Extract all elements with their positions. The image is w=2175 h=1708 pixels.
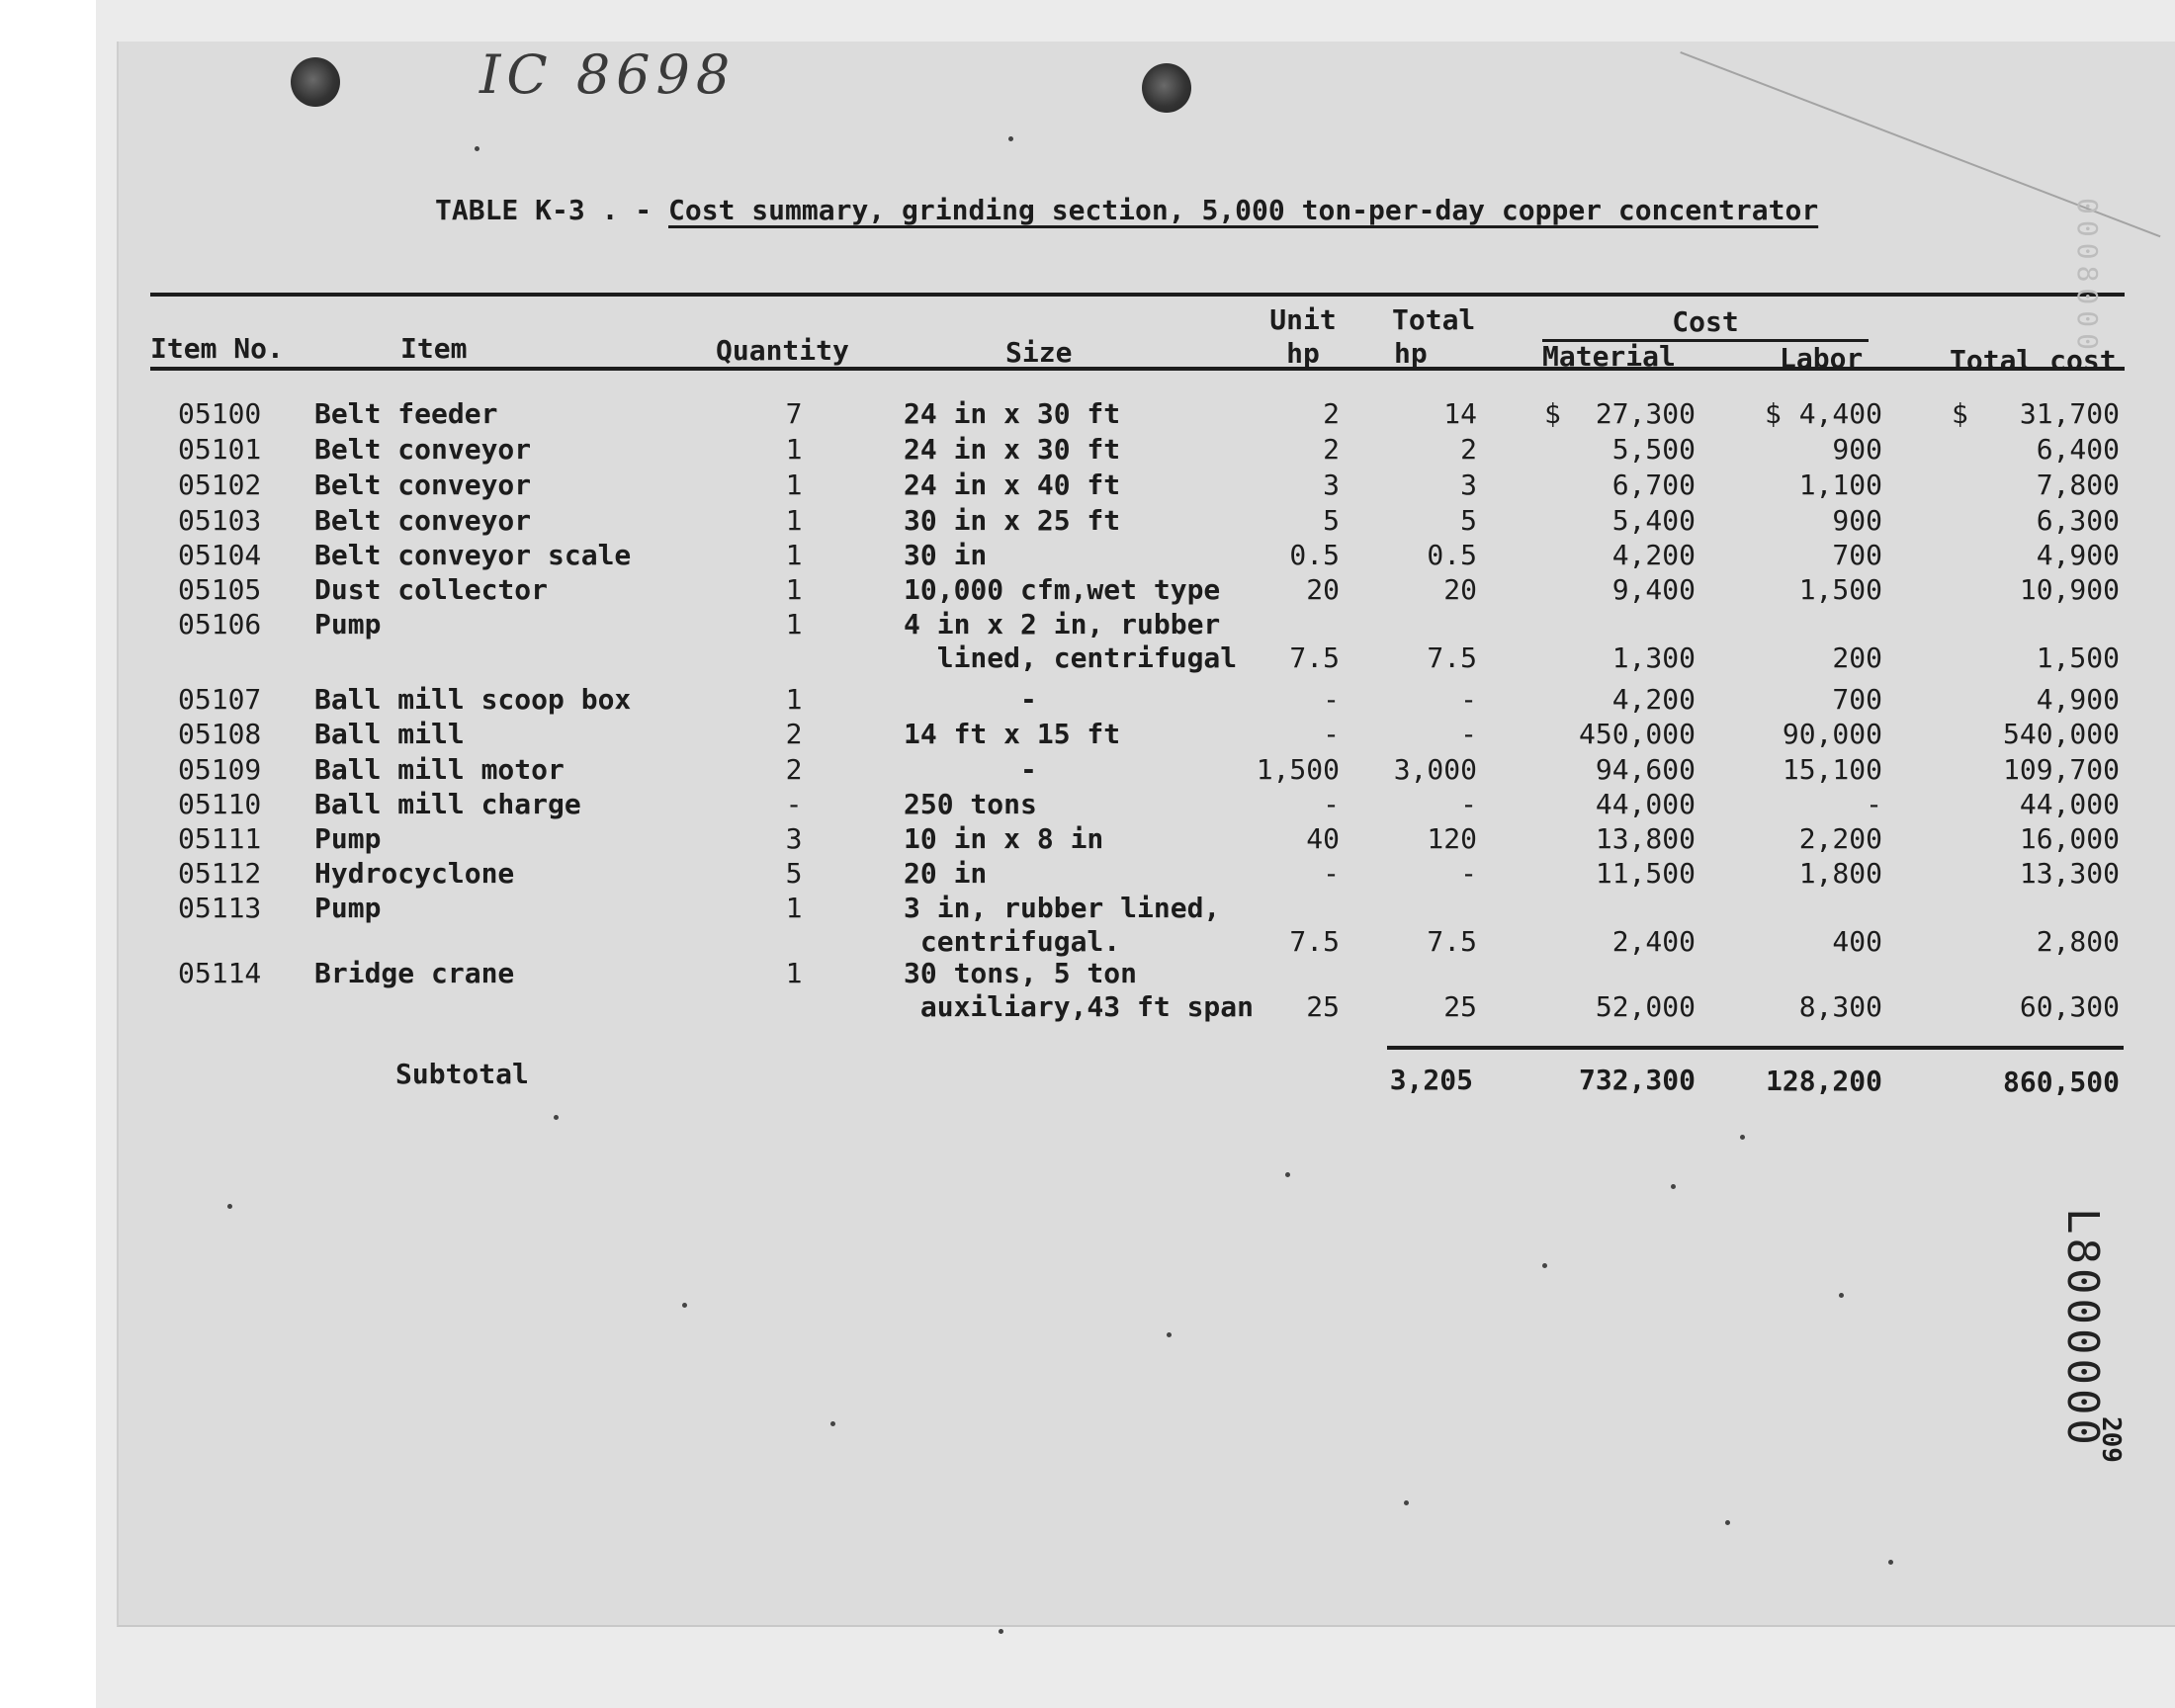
- row-unit-hp: 2: [1323, 433, 1340, 466]
- row-quantity: -: [785, 788, 803, 820]
- scan-speck: [1404, 1500, 1409, 1505]
- subtotal-rule: [1387, 1046, 2124, 1050]
- table-title-caption: Cost summary, grinding section, 5,000 ton-per-day copper concentrator: [668, 194, 1819, 226]
- scan-margin: [0, 0, 96, 1708]
- row-total-cost: 1,500: [2036, 641, 2120, 674]
- row-item-no: 05113: [178, 892, 262, 924]
- row-quantity: 1: [785, 573, 803, 606]
- header-total-hp-bottom: hp: [1394, 337, 1428, 370]
- scan-speck: [1888, 1560, 1893, 1565]
- archive-stamp-number: L8000000: [2057, 1208, 2108, 1449]
- row-material: 1,300: [1611, 641, 1696, 674]
- row-labor: 8,300: [1798, 990, 1882, 1023]
- row-item-no: 05111: [178, 822, 262, 855]
- row-size-line: 14 ft x 15 ft: [904, 718, 1121, 750]
- row-quantity: 1: [785, 504, 803, 537]
- row-quantity: 1: [785, 892, 803, 924]
- row-quantity: 2: [785, 718, 803, 750]
- currency-symbol-material: $: [1544, 397, 1561, 430]
- bleed-through-stamp: 0008000: [2071, 198, 2104, 357]
- row-material: 4,200: [1611, 539, 1696, 571]
- row-size-line: 10,000 cfm,wet type: [904, 573, 1221, 606]
- punch-hole-left: [291, 57, 340, 107]
- row-item-no: 05101: [178, 433, 262, 466]
- row-unit-hp: -: [1323, 683, 1340, 716]
- row-total-cost: 4,900: [2036, 539, 2120, 571]
- row-total-hp: 7.5: [1427, 925, 1477, 958]
- row-material: 450,000: [1578, 718, 1696, 750]
- scan-speck: [554, 1115, 559, 1120]
- header-item: Item: [400, 332, 468, 365]
- row-quantity: 5: [785, 857, 803, 890]
- header-unit-hp-top: Unit: [1269, 303, 1337, 336]
- row-total-cost: 13,300: [2019, 857, 2120, 890]
- row-quantity: 1: [785, 683, 803, 716]
- scan-speck: [227, 1204, 232, 1209]
- subtotal-total-hp: 3,205: [1389, 1064, 1473, 1096]
- row-size-line: 24 in x 30 ft: [904, 397, 1121, 430]
- row-unit-hp: -: [1323, 788, 1340, 820]
- row-size-line: 250 tons: [904, 788, 1037, 820]
- row-total-hp: -: [1460, 788, 1477, 820]
- scan-speck: [1008, 136, 1013, 141]
- row-size-line: -: [904, 753, 1037, 786]
- row-item-no: 05114: [178, 957, 262, 989]
- row-unit-hp: 7.5: [1289, 641, 1340, 674]
- row-material: 94,600: [1595, 753, 1696, 786]
- row-total-hp: -: [1460, 718, 1477, 750]
- row-item: Pump: [314, 608, 382, 640]
- row-unit-hp: 1,500: [1256, 753, 1340, 786]
- row-total-cost: 10,900: [2019, 573, 2120, 606]
- scan-speck: [1671, 1184, 1676, 1189]
- row-material: 13,800: [1595, 822, 1696, 855]
- row-unit-hp: 40: [1306, 822, 1340, 855]
- header-labor: Labor: [1780, 342, 1864, 375]
- scan-speck: [475, 146, 479, 151]
- row-size-line: 24 in x 40 ft: [904, 469, 1121, 501]
- row-total-hp: 3: [1460, 469, 1477, 501]
- row-total-hp: 25: [1443, 990, 1477, 1023]
- row-item-no: 05109: [178, 753, 262, 786]
- row-item-no: 05100: [178, 397, 262, 430]
- row-total-cost: 60,300: [2019, 990, 2120, 1023]
- row-quantity: 1: [785, 957, 803, 989]
- row-item: Belt conveyor: [314, 469, 532, 501]
- subtotal-label: Subtotal: [395, 1058, 529, 1090]
- row-item: Dust collector: [314, 573, 549, 606]
- row-size-line: lined, centrifugal: [904, 641, 1238, 674]
- row-item: Ball mill: [314, 718, 465, 750]
- row-material: 2,400: [1611, 925, 1696, 958]
- row-size-line: 30 in x 25 ft: [904, 504, 1121, 537]
- row-quantity: 1: [785, 469, 803, 501]
- row-item-no: 05105: [178, 573, 262, 606]
- row-item: Ball mill motor: [314, 753, 565, 786]
- header-size: Size: [1005, 336, 1073, 369]
- row-labor: 900: [1832, 504, 1882, 537]
- currency-symbol-total: $: [1952, 397, 1968, 430]
- row-total-cost: 16,000: [2019, 822, 2120, 855]
- row-material: 6,700: [1611, 469, 1696, 501]
- row-labor: 15,100: [1782, 753, 1882, 786]
- row-labor: 700: [1832, 539, 1882, 571]
- row-labor: 1,100: [1798, 469, 1882, 501]
- row-material: 5,500: [1611, 433, 1696, 466]
- row-item: Hydrocyclone: [314, 857, 515, 890]
- table-title: [435, 194, 1818, 226]
- header-unit-hp-bottom: hp: [1286, 337, 1320, 370]
- scan-speck: [1740, 1135, 1745, 1140]
- header-total-cost: Total cost: [1950, 344, 2117, 377]
- row-size-line: auxiliary,43 ft span: [904, 990, 1255, 1023]
- row-total-cost: 6,400: [2036, 433, 2120, 466]
- row-quantity: 1: [785, 433, 803, 466]
- row-total-hp: 20: [1443, 573, 1477, 606]
- row-quantity: 1: [785, 608, 803, 640]
- row-total-hp: 14: [1443, 397, 1477, 430]
- row-total-hp: -: [1460, 857, 1477, 890]
- row-labor: 900: [1832, 433, 1882, 466]
- row-item-no: 05112: [178, 857, 262, 890]
- row-total-hp: 2: [1460, 433, 1477, 466]
- scan-bottom-strip: [96, 1631, 2175, 1708]
- row-unit-hp: 2: [1323, 397, 1340, 430]
- row-unit-hp: 25: [1306, 990, 1340, 1023]
- row-quantity: 7: [785, 397, 803, 430]
- row-total-hp: 7.5: [1427, 641, 1477, 674]
- row-unit-hp: 0.5: [1289, 539, 1340, 571]
- row-size-line: 4 in x 2 in, rubber: [904, 608, 1221, 640]
- row-unit-hp: -: [1323, 857, 1340, 890]
- row-labor: 400: [1832, 925, 1882, 958]
- row-size-line: 30 tons, 5 ton: [904, 957, 1138, 989]
- row-size-line: centrifugal.: [904, 925, 1121, 958]
- row-material: 9,400: [1611, 573, 1696, 606]
- row-item: Pump: [314, 822, 382, 855]
- table-top-rule: [150, 293, 2125, 297]
- row-total-hp: 3,000: [1393, 753, 1477, 786]
- row-total-cost: 44,000: [2019, 788, 2120, 820]
- row-total-cost: 540,000: [2002, 718, 2120, 750]
- row-item: Ball mill charge: [314, 788, 581, 820]
- row-material: 52,000: [1595, 990, 1696, 1023]
- row-labor: 2,200: [1798, 822, 1882, 855]
- row-labor: 4,400: [1798, 397, 1882, 430]
- header-quantity: Quantity: [716, 334, 849, 367]
- row-size-line: 20 in: [904, 857, 988, 890]
- row-item: Belt conveyor: [314, 504, 532, 537]
- row-total-hp: 120: [1427, 822, 1477, 855]
- row-quantity: 2: [785, 753, 803, 786]
- row-item-no: 05104: [178, 539, 262, 571]
- subtotal-labor: 128,200: [1765, 1065, 1882, 1097]
- row-item-no: 05106: [178, 608, 262, 640]
- scan-speck: [1285, 1172, 1290, 1177]
- row-labor: 90,000: [1782, 718, 1882, 750]
- row-item: Pump: [314, 892, 382, 924]
- row-item: Bridge crane: [314, 957, 515, 989]
- scan-speck: [1167, 1332, 1172, 1337]
- row-total-cost: 7,800: [2036, 469, 2120, 501]
- row-material: 11,500: [1595, 857, 1696, 890]
- row-size-line: 30 in: [904, 539, 988, 571]
- row-size-line: 3 in, rubber lined,: [904, 892, 1221, 924]
- header-total-hp-top: Total: [1392, 303, 1476, 336]
- row-size-line: 10 in x 8 in: [904, 822, 1104, 855]
- handwritten-reference: IC 8698: [479, 43, 737, 106]
- header-item-no: Item No.: [150, 332, 284, 365]
- row-item-no: 05110: [178, 788, 262, 820]
- row-unit-hp: 20: [1306, 573, 1340, 606]
- row-item: Belt conveyor scale: [314, 539, 632, 571]
- row-material: 5,400: [1611, 504, 1696, 537]
- row-total-cost: 4,900: [2036, 683, 2120, 716]
- header-material: Material: [1542, 340, 1676, 373]
- row-labor: 1,800: [1798, 857, 1882, 890]
- row-item-no: 05102: [178, 469, 262, 501]
- scan-speck: [1725, 1520, 1730, 1525]
- row-unit-hp: 5: [1323, 504, 1340, 537]
- row-labor: 200: [1832, 641, 1882, 674]
- row-unit-hp: 3: [1323, 469, 1340, 501]
- row-total-hp: -: [1460, 683, 1477, 716]
- row-total-hp: 0.5: [1427, 539, 1477, 571]
- row-quantity: 1: [785, 539, 803, 571]
- row-material: 27,300: [1595, 397, 1696, 430]
- row-unit-hp: 7.5: [1289, 925, 1340, 958]
- subtotal-material: 732,300: [1578, 1064, 1696, 1096]
- row-total-cost: 2,800: [2036, 925, 2120, 958]
- scan-speck: [682, 1303, 687, 1308]
- row-total-cost: 31,700: [2019, 397, 2120, 430]
- row-total-hp: 5: [1460, 504, 1477, 537]
- punch-hole-center: [1142, 63, 1191, 113]
- row-material: 44,000: [1595, 788, 1696, 820]
- row-item: Belt feeder: [314, 397, 498, 430]
- header-cost-group: Cost: [1672, 305, 1739, 338]
- page-number: 209: [2096, 1416, 2126, 1463]
- row-item: Belt conveyor: [314, 433, 532, 466]
- row-total-cost: 109,700: [2002, 753, 2120, 786]
- row-labor: 1,500: [1798, 573, 1882, 606]
- row-labor: 700: [1832, 683, 1882, 716]
- scan-speck: [999, 1629, 1003, 1634]
- row-size-line: -: [904, 683, 1037, 716]
- row-item-no: 05107: [178, 683, 262, 716]
- table-title-prefix: TABLE K-3 . -: [435, 194, 669, 226]
- currency-symbol-labor: $: [1765, 397, 1782, 430]
- scan-speck: [1542, 1263, 1547, 1268]
- row-item-no: 05108: [178, 718, 262, 750]
- row-unit-hp: -: [1323, 718, 1340, 750]
- row-material: 4,200: [1611, 683, 1696, 716]
- row-size-line: 24 in x 30 ft: [904, 433, 1121, 466]
- subtotal-total-cost: 860,500: [2002, 1066, 2120, 1098]
- row-item-no: 05103: [178, 504, 262, 537]
- row-quantity: 3: [785, 822, 803, 855]
- row-total-cost: 6,300: [2036, 504, 2120, 537]
- scan-speck: [1839, 1293, 1844, 1298]
- row-item: Ball mill scoop box: [314, 683, 632, 716]
- scan-speck: [830, 1421, 835, 1426]
- row-labor: -: [1866, 788, 1882, 820]
